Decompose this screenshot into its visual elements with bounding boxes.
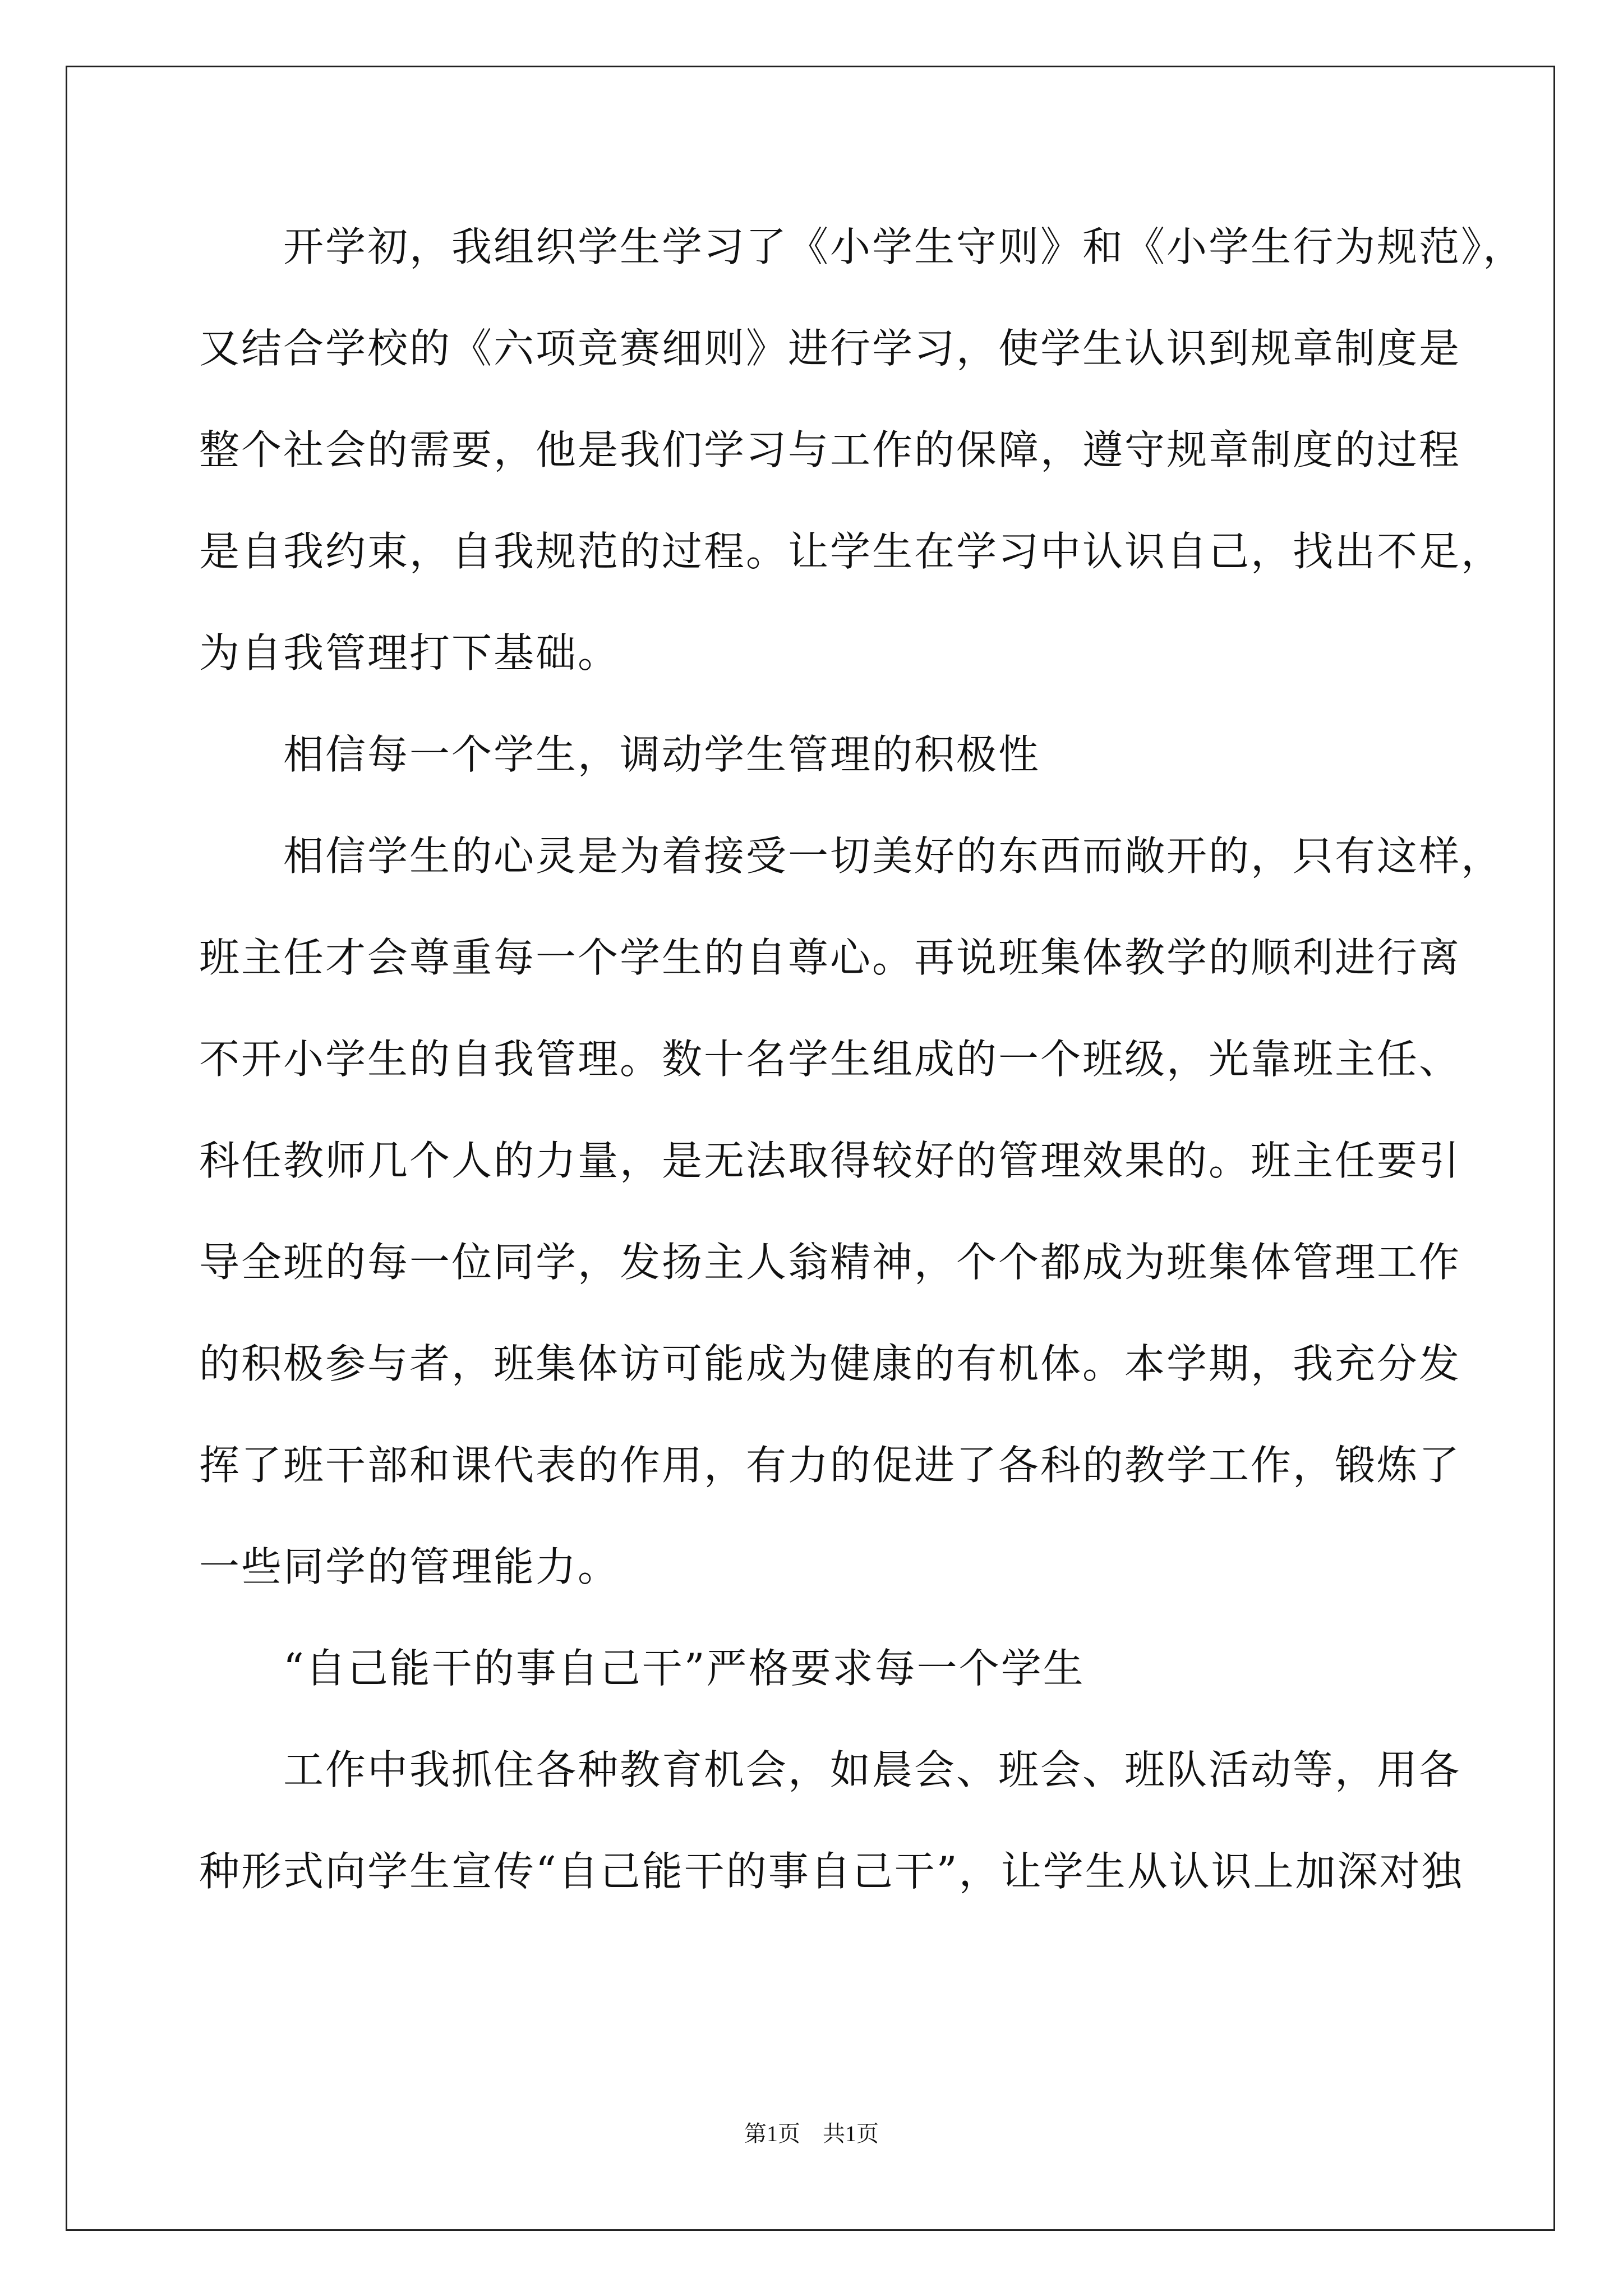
text-line: 不开小学生的自我管理。数十名学生组成的一个班级，光靠班主任、 <box>199 1036 1461 1083</box>
text-line: 相信学生的心灵是为着接受一切美好的东西而敞开的，只有这样， <box>283 832 1504 880</box>
text-line: 班主任才会尊重每一个学生的自尊心。再说班集体教学的顺利进行离 <box>199 934 1461 981</box>
text-line: 科任教师几个人的力量，是无法取得较好的管理效果的。班主任要引 <box>199 1137 1461 1184</box>
text-line: 种形式向学生宣传“自己能干的事自己干”，让学生从认识上加深对独 <box>199 1848 1464 1895</box>
text-line: 开学初，我组织学生学习了《小学生守则》和《小学生行为规范》， <box>283 223 1525 270</box>
text-line: 导全班的每一位同学，发扬主人翁精神，个个都成为班集体管理工作 <box>199 1239 1461 1286</box>
text-line: 又结合学校的《六项竞赛细则》进行学习，使学生认识到规章制度是 <box>199 325 1461 372</box>
text-line: 是自我约束，自我规范的过程。让学生在学习中认识自己，找出不足， <box>199 528 1504 575</box>
text-line: 一些同学的管理能力。 <box>199 1543 620 1590</box>
text-line: 工作中我抓住各种教育机会，如晨会、班会、班队活动等，用各 <box>283 1746 1461 1793</box>
text-line: 相信每一个学生，调动学生管理的积极性 <box>283 731 1041 778</box>
text-line: 挥了班干部和课代表的作用，有力的促进了各科的教学工作，锻炼了 <box>199 1442 1461 1489</box>
text-line: 的积极参与者，班集体访可能成为健康的有机体。本学期，我充分发 <box>199 1340 1461 1387</box>
text-line: 整个社会的需要，他是我们学习与工作的保障，遵守规章制度的过程 <box>199 426 1461 473</box>
text-line: 为自我管理打下基础。 <box>199 629 620 677</box>
text-line: “自己能干的事自己干”严格要求每一个学生 <box>283 1645 1085 1692</box>
page-footer: 第1页 共1页 <box>744 2121 879 2146</box>
